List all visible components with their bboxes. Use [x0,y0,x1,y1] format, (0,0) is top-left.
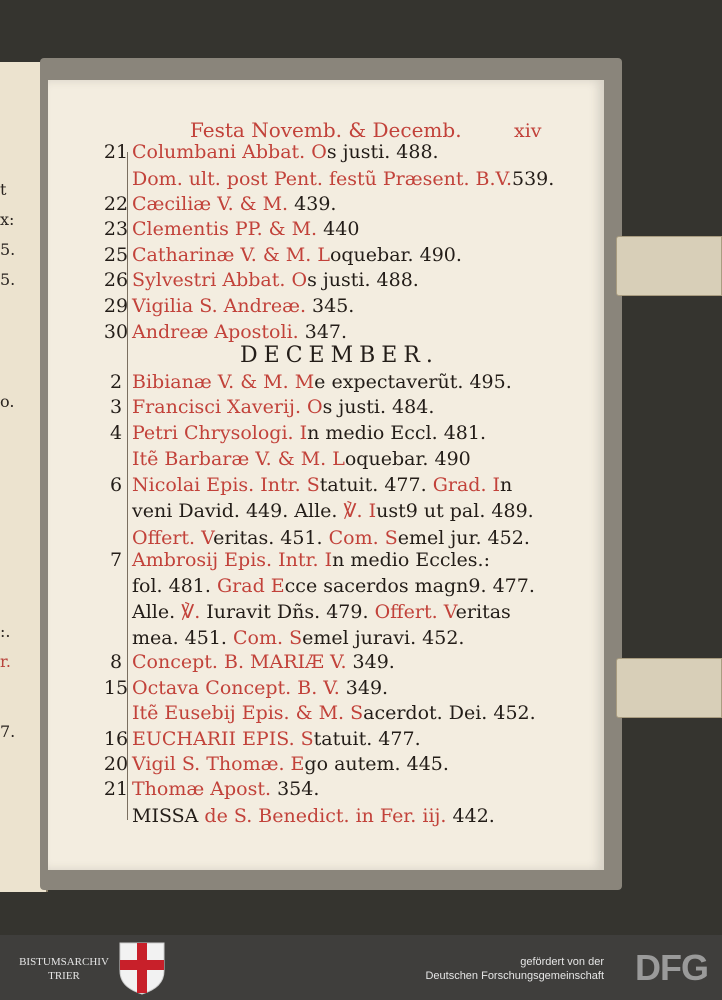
calendar-entry [100,575,535,597]
left-page-fragment: 5. [0,270,16,289]
day-number: 7 [109,549,123,571]
rubric-text: de S. Benedict. in Fer. iij. [204,805,453,827]
left-page-fragment: 5. [0,240,16,259]
calendar-entry [100,448,471,470]
day-number: 26 [103,269,129,291]
ink-text: tatuit. 477. [313,728,421,750]
calendar-entry [100,269,419,291]
day-number: 2 [109,371,123,393]
ink-text: Alle. [132,601,182,623]
calendar-entry [100,778,319,800]
ink-text: cce sacerdos magn9. 477. [284,575,535,597]
ink-text: 349. [352,651,395,673]
calendar-entry [100,168,554,190]
day-number: 29 [103,295,129,317]
ink-text: emel juravi. 452. [302,627,465,649]
month-heading: DECEMBER. [240,343,439,368]
folio-number: xiv [514,120,542,142]
rubric-text: EUCHARII EPIS. S [132,728,314,750]
left-page-fragment: t [0,180,7,199]
ink-text: veni David. 449. Alle. [132,500,344,522]
rubric-text: Vigilia S. Andreæ. [132,295,313,317]
calendar-entry [100,601,511,623]
funding-note [425,955,604,983]
calendar-entry [100,651,395,673]
rubric-text: Bibianæ V. & M. M [132,371,315,393]
rubric-text: Offert. V [132,527,214,549]
ink-text: oquebar. 490 [344,448,471,470]
calendar-entry [100,141,439,163]
archive-name [14,955,114,983]
ink-text: 440 [323,218,360,240]
left-page-fragment: x: [0,210,15,229]
clasp-strap-upper [616,236,722,296]
rubric-text: Com. S [233,627,303,649]
day-number: 21 [103,141,129,163]
calendar-entry [100,422,486,444]
day-number: 23 [103,218,129,240]
rubric-text: Grad E [216,575,285,597]
day-number: 30 [103,321,129,343]
ink-text: eritas [455,601,511,623]
calendar-entry [100,474,512,496]
day-number: 20 [103,753,129,775]
ink-text: 439. [294,193,337,215]
ink-text: n [500,474,513,496]
ink-text: s justi. 484. [322,396,435,418]
rubric-text: Dom. ult. post Pent. festũ Præsent. B.V. [132,168,512,190]
rubric-text: Columbani Abbat. [132,141,312,163]
day-number: 22 [103,193,129,215]
ink-text: s justi. 488. [326,141,439,163]
calendar-entry [100,549,490,571]
day-number: 15 [103,677,129,699]
ink-text: n medio Eccl. 481. [307,422,487,444]
day-number: 8 [109,651,123,673]
rubric-text: Com. S [328,527,398,549]
ink-text: emel jur. 452. [397,527,530,549]
left-page-fragment: :. [0,622,11,641]
ink-text: e expectaverũt. 495. [314,371,512,393]
rubric-text: Octava Concept. B. V. [132,677,346,699]
ink-text: 349. [345,677,389,699]
calendar-entry [100,321,347,343]
calendar-entry [100,295,354,317]
calendar-entry [100,218,359,240]
calendar-entry [100,500,534,522]
rubric-text: Offert. V [374,601,456,623]
left-page-fragment: o. [0,392,15,411]
ink-text: acerdot. Dei. 452. [363,702,536,724]
rubric-text: O [311,141,327,163]
rubric-text: Grad. I [432,474,501,496]
ink-text: 354. [277,778,320,800]
rubric-text: Nicolai Epis. Intr. S [132,474,320,496]
calendar-entry [100,371,512,393]
calendar-entry [100,702,536,724]
rubric-text: ℣. [181,601,207,623]
dfg-logo: DFG [635,947,708,988]
rubric-text: Francisci Xaverij. O [132,396,323,418]
day-number: 4 [109,422,123,444]
ink-text: fol. 481. [132,575,217,597]
ink-text: tatuit. 477. [319,474,433,496]
ink-text: Iuravit Dñs. 479. [206,601,375,623]
calendar-entry [100,396,434,418]
calendar-entry [100,527,530,549]
rubric-text: Itẽ Eusebij Epis. & M. S [132,702,364,724]
ink-text: s justi. 488. [307,269,419,291]
trier-shield-icon [118,941,166,995]
rubric-text: Cæciliæ V. & M. [132,193,295,215]
funding-note-line1: gefördert von der [520,956,604,968]
rubric-text: Clementis PP. & M. [132,218,324,240]
ink-text: go autem. 445. [304,753,449,775]
calendar-entry [100,677,388,699]
rubric-text: ℣. I [343,500,377,522]
archive-footer [0,935,722,1000]
left-page-fragment: 7. [0,722,16,741]
ink-text: 539. [512,168,555,190]
calendar-entry [100,805,495,827]
rubric-text: Itẽ Barbaræ V. & M. L [132,448,345,470]
ink-text: 347. [304,321,348,343]
rubric-text: Catharinæ V. & M. L [132,244,330,266]
archive-name-line1: BISTUMSARCHIV [19,956,109,968]
clasp-strap-lower [616,658,722,718]
ink-text: 442. [452,805,495,827]
calendar-entry [100,753,449,775]
day-number: 25 [103,244,129,266]
ink-text: MISSA [132,805,205,827]
ink-text: mea. 451. [132,627,234,649]
rubric-text: Ambrosij Epis. Intr. I [132,549,333,571]
ink-text: n medio Eccles.: [332,549,490,571]
rubric-text: Andreæ Apostoli. [132,321,305,343]
day-number: 21 [103,778,129,800]
archive-name-line2: TRIER [48,970,80,982]
funding-note-line2: Deutschen Forschungsgemeinschaft [425,970,604,982]
rubric-text: Petri Chrysologi. I [132,422,308,444]
day-number: 6 [109,474,123,496]
calendar-entry [100,728,421,750]
ink-text: 345. [312,295,355,317]
rubric-text: Vigil S. Thomæ. E [132,753,305,775]
day-number: 16 [103,728,129,750]
calendar-entry [100,244,462,266]
calendar-entry [100,627,464,649]
ink-text: ust9 ut pal. 489. [376,500,534,522]
ink-text: eritas. 451. [213,527,329,549]
rubric-text: Thomæ Apost. [132,778,278,800]
rubric-text: Sylvestri Abbat. O [132,269,308,291]
rubric-text: Concept. B. MARIÆ V. [132,651,353,673]
left-page-fragment: r. [0,652,11,671]
day-number: 3 [109,396,123,418]
calendar-entry [100,193,336,215]
ink-text: oquebar. 490. [329,244,462,266]
page-header-title: Festa Novemb. & Decemb. [190,118,462,142]
